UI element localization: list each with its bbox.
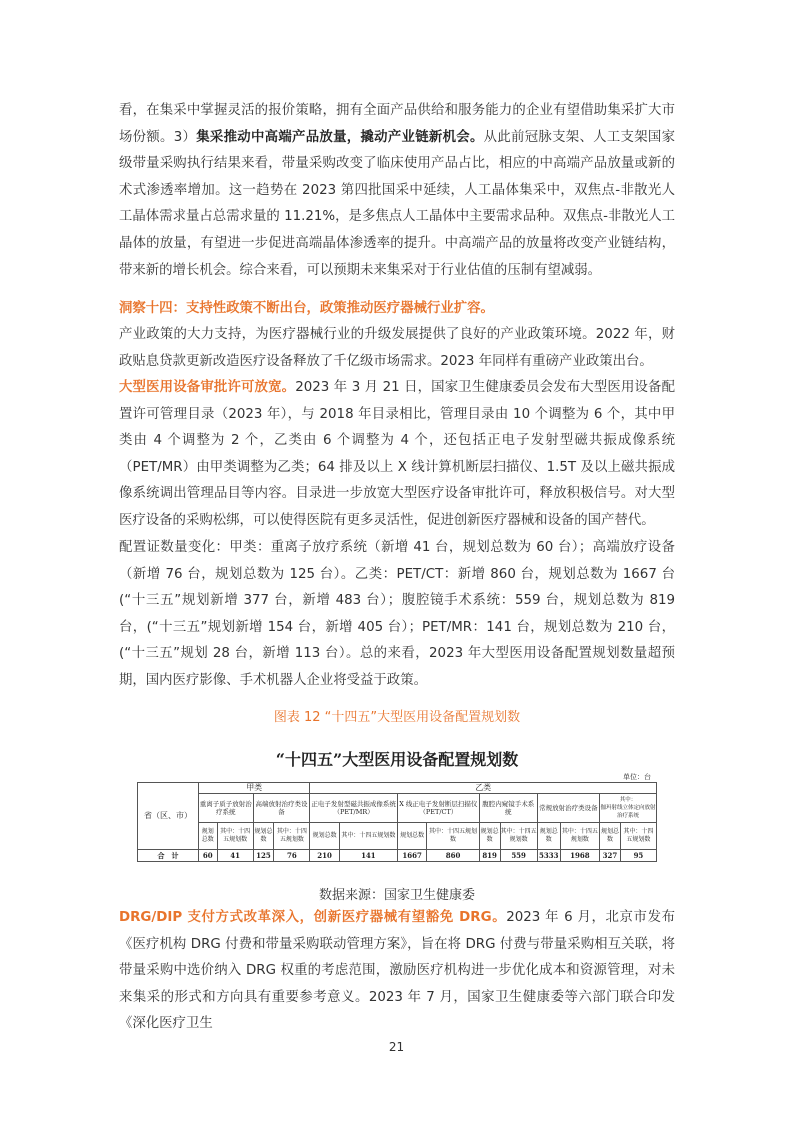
- col-new: 其中：十四五规划数: [339, 823, 397, 850]
- paragraph-text: 2023 年 3 月 21 日，国家卫生健康委员会发布大型医用设备配置许可管理目录（2023 年），与 2018 年目录相比，管理目录由 10 个调整为 6 个，其中甲类由 4 个调整为 2 个，乙类由 6 个调整为 4 个，还包括正电子发射型磁共振成像系统（PET/MR）由甲类调整为乙类；64 排及以上 X 线计算机断层扫描仪、1.5T 及以上磁共振成像系统调出管理品目等内容。目录进一步放宽大型医疗设备审批许可，释放积极信号。对大型医疗设备的采购松绑，可以使得医院有更多灵活性，促进创新医疗器械和设备的国产替代。: [119, 380, 676, 528]
- table-cell: 1968: [560, 850, 599, 862]
- col-total: 规划总数: [253, 823, 274, 850]
- table-cell: 327: [600, 850, 621, 862]
- paragraph-drg: [119, 905, 675, 1038]
- table-cell: 60: [199, 850, 218, 862]
- table-cell: 125: [253, 850, 274, 862]
- device-header: 重离子质子放射治疗系统: [199, 794, 254, 823]
- device-header: 腹腔内窥镜手术系统: [479, 794, 537, 823]
- col-total: 规划总数: [479, 823, 500, 850]
- figure-source: 数据来源：国家卫生健康委: [318, 888, 475, 903]
- equipment-table-figure: [137, 748, 657, 878]
- table-cell: 1667: [397, 850, 426, 862]
- table-cell: 559: [500, 850, 537, 862]
- bold-phrase: 集采推动中高端产品放量，撬动产业链新机会。: [196, 129, 484, 145]
- paragraph-text: 从此前冠脉支架、人工支架国家级带量采购执行结果来看，带量采购改变了临床使用产品占比，相应的中高端产品放量或新的术式渗透率增加。这一趋势在 2023 第四批国采中延续，人工晶体集采中，双焦点-非散光人工晶体需求量占总需求量的 11.21%，是多焦点人工晶体中主要需求品种。双焦点-非散光人工晶体的放量，有望进一步促进高端晶体渗透率的提升。中高端产品的放量将改变产业链结构，带来新的增长机会。综合来看，可以预期未来集采对于行业估值的压制有望减弱。: [119, 129, 675, 278]
- figure-caption: 图表 12 “十四五”大型医用设备配置规划数: [273, 710, 521, 725]
- col-new: 其中：十四五规划数: [560, 823, 599, 850]
- table-cell: 5333: [538, 850, 559, 860]
- figure-title: “十四五”大型医用设备配置规划数: [275, 750, 519, 769]
- col-total: 规划总数: [537, 823, 560, 850]
- paragraph-policy: 产业政策的大力支持，为医疗器械行业的升级发展提供了良好的产业政策环境。2022 年，财政贴息贷款更新改造医疗设备释放了千亿级市场需求。2023 年同样有重磅产业政策出台。: [119, 327, 675, 369]
- table-cell: 41: [217, 850, 253, 862]
- device-header: 高端放射治疗类设备: [253, 794, 310, 823]
- col-total: 规划总数: [310, 823, 339, 850]
- table-cell: 819: [479, 850, 500, 862]
- paragraph-quota: 配置证数量变化：甲类：重离子放疗系统（新增 41 台，规划总数为 60 台）；高端放疗设备（新增 76 台，规划总数为 125 台）。乙类：PET/CT：新增 860 台，规划总数为 1667 台(“十三五”规划新增 377 台，新增 483 台）；腹腔镜手术系统：559 台，规划总数为 819 台，(“十三五”规划新增 154 台，新增 405 台）；PET/MR：141 台，规划总数为 210 台，(“十三五”规划 28 台，新增 113 台）。总的来看，2023 年大型医用设备配置规划数量超预期，国内医疗影像、手术机器人企业将受益于政策。: [119, 540, 675, 688]
- col-total: 规划总数: [600, 823, 621, 850]
- province-header: 省（区、市）: [138, 783, 199, 850]
- col-total: 规划总数: [397, 823, 426, 850]
- col-new: 其中：十四五规划数: [620, 823, 656, 850]
- table-cell: 141: [339, 850, 397, 862]
- table-cell: 76: [274, 850, 310, 862]
- lead-phrase: 大型医用设备审批许可放宽。: [119, 380, 296, 395]
- class-b-header: 乙类: [310, 783, 657, 794]
- table-cell: 860: [427, 850, 479, 862]
- page-number: 21: [388, 1040, 405, 1054]
- paragraph-procurement: [119, 98, 675, 284]
- col-new: 其中：十四五规划数: [500, 823, 537, 850]
- col-new: 其中：十四五规划数: [274, 823, 310, 850]
- sub-note: 其中：: [619, 797, 637, 803]
- table-cell: 210: [310, 850, 339, 862]
- section-heading: 洞察十四：支持性政策不断出台，政策推动医疗器械行业扩容。: [119, 301, 494, 316]
- col-new: 其中：十四五规划数: [217, 823, 253, 850]
- device-header: 正电子发射型磁共振成像系统（PET/MR）: [310, 794, 398, 823]
- lead-phrase: DRG/DIP 支付方式改革深入，创新医疗器械有望豁免 DRG。: [119, 910, 507, 925]
- equipment-table: [137, 782, 657, 862]
- sub-note-detail: 伽玛射线立体定向放射治疗系统: [600, 805, 656, 819]
- class-a-header: 甲类: [199, 783, 310, 794]
- sub-device-header: [600, 794, 657, 823]
- device-header: 常规放射治疗类设备: [537, 794, 599, 823]
- col-new: 其中：十四五规划数: [427, 823, 479, 850]
- total-row-label: 合 计: [138, 850, 199, 862]
- paragraph-approval: [119, 375, 675, 535]
- table-cell: 95: [620, 850, 656, 862]
- figure-unit: 单位：台: [623, 773, 651, 781]
- device-header: X 线正电子发射断层扫描仪（PET/CT）: [397, 794, 479, 823]
- paragraph-text: 2023 年 6 月，北京市发布《医疗机构 DRG 付费和带量采购联动管理方案》，旨在将 DRG 付费与带量采购相互关联，将带量采购中选价纳入 DRG 权重的考虑范围，激励医疗机构进一步优化成本和资源管理，对未来集采的形式和方向具有重要参考意义。2023 年 7 月，国家卫生健康委等六部门联合印发《深化医疗卫生: [119, 910, 675, 1032]
- paragraph-text: 看，在集采中掌握灵活的报价策略，拥有全面产品供给和服务能力的企业有望借助集采扩大市场份额。3）: [119, 103, 675, 145]
- col-total: 规划总数: [199, 823, 218, 850]
